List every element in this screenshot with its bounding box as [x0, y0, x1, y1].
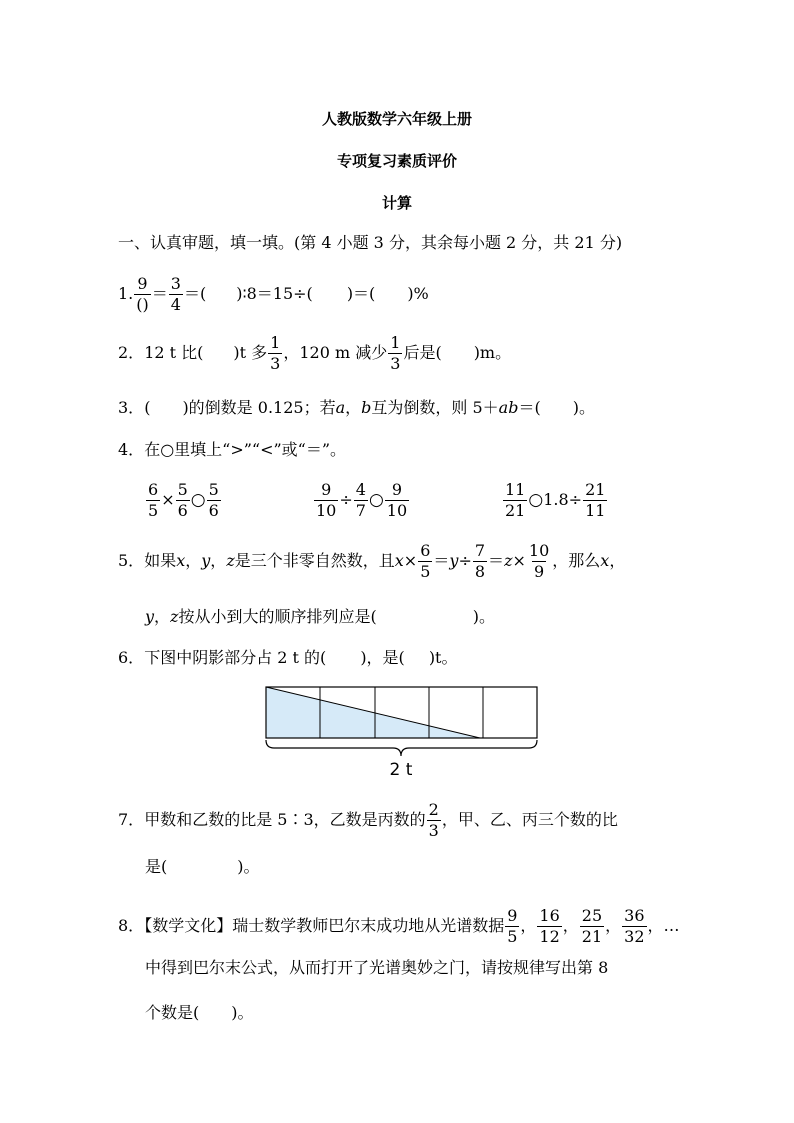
numerator: 2: [428, 800, 439, 819]
variable-z: z: [226, 551, 235, 570]
question-text: 后是(: [403, 343, 442, 362]
question-number: 3．: [118, 398, 145, 417]
question-1: [118, 276, 429, 313]
operator: ÷: [458, 551, 472, 570]
question-number: 6．: [118, 648, 145, 667]
question-2: [118, 335, 511, 372]
page-subtitle: 专项复习素质评价: [336, 152, 457, 170]
numerator: 10: [528, 541, 550, 560]
comparison-1: [145, 482, 222, 519]
equals: ＝: [433, 551, 450, 570]
variable-y: y: [201, 551, 211, 570]
numerator: 9: [507, 906, 518, 925]
fraction: [473, 543, 487, 580]
question-number: 8．: [118, 916, 145, 935]
numerator: 6: [420, 541, 431, 560]
numerator: 1: [390, 333, 401, 352]
denominator: (): [136, 295, 149, 314]
question-number: 1.: [118, 284, 134, 303]
question-7: [118, 802, 618, 839]
fraction: [503, 482, 527, 519]
denominator: 8: [474, 562, 486, 581]
question-text: 甲数和乙数的比是 5∶3，乙数是丙数的: [144, 810, 426, 829]
question-text: )m。: [473, 343, 512, 362]
denominator: 5: [420, 562, 431, 581]
section-title: 计算: [381, 194, 412, 212]
denominator: 11: [585, 501, 606, 520]
variable-x: x: [176, 551, 186, 570]
question-text: 按从小到大的顺序排列应是(: [178, 607, 377, 626]
question-text: 下图中阴影部分占 2 t 的(: [144, 648, 327, 667]
brace: [266, 740, 537, 756]
question-8-line-2: 中得到巴尔末公式，从而打开了光谱奥妙之门，请按规律写出第 8: [145, 958, 609, 977]
question-8-line-3: [145, 1003, 254, 1023]
denominator: 3: [270, 354, 281, 373]
denominator: 21: [505, 501, 526, 520]
fraction-diagram: [260, 682, 545, 782]
numerator: 36: [624, 906, 645, 925]
numerator: 11: [505, 480, 526, 499]
question-5: [118, 543, 625, 580]
denominator: 21: [581, 927, 603, 946]
fraction: [427, 802, 441, 839]
question-text: )t。: [428, 648, 458, 667]
question-text: )＝(: [346, 284, 376, 303]
question-text: ＝(: [518, 398, 541, 417]
fraction: [622, 908, 646, 945]
question-text: )。: [237, 857, 260, 876]
question-text: 是(: [145, 857, 168, 876]
fraction: [169, 276, 183, 313]
fraction: [385, 482, 409, 519]
question-text: 12 t 比(: [144, 343, 204, 362]
question-text: )，是(: [360, 648, 405, 667]
operator: ÷: [339, 490, 353, 509]
question-text: )%: [407, 284, 429, 303]
compare-circle[interactable]: ○: [528, 490, 544, 510]
numerator: 16: [539, 906, 560, 925]
numerator: 9: [391, 480, 403, 499]
denominator: 3: [428, 821, 439, 840]
denominator: 5: [148, 501, 159, 520]
numerator: 5: [177, 480, 188, 499]
variable-y: y: [449, 551, 459, 570]
question-6: [118, 648, 458, 668]
fraction: [146, 482, 160, 519]
fraction: [527, 543, 551, 580]
question-text: )∶8＝15÷(: [236, 284, 313, 303]
question-text: 个数是(: [145, 1003, 200, 1022]
question-text: ＝(: [183, 284, 207, 303]
question-text: 【数学文化】瑞士数学教师巴尔末成功地从光谱数据: [144, 916, 505, 935]
separator: ，: [605, 916, 622, 935]
numerator: 9: [321, 480, 332, 499]
operator: ×: [512, 551, 526, 570]
denominator: 9: [533, 562, 545, 581]
fraction: [388, 335, 402, 372]
separator: ，: [647, 916, 664, 935]
denominator: 32: [624, 927, 645, 946]
numerator: 25: [581, 906, 603, 925]
compare-circle[interactable]: ○: [190, 490, 206, 510]
fraction: [176, 482, 190, 519]
denominator: 10: [316, 501, 337, 520]
variable-y: y: [145, 607, 155, 626]
fraction: [580, 908, 604, 945]
question-number: 5．: [118, 551, 145, 570]
denominator: 5: [507, 927, 518, 946]
numerator: 9: [137, 274, 148, 293]
fraction: [134, 276, 150, 313]
page-title: 人教版数学六年级上册: [321, 110, 472, 128]
variable-x: x: [600, 551, 610, 570]
fraction: [583, 482, 607, 519]
denominator: 12: [539, 927, 560, 946]
denominator: 6: [177, 501, 188, 520]
separator: ，: [562, 916, 579, 935]
numerator: 3: [170, 274, 181, 293]
question-text: )。: [472, 607, 495, 626]
ellipsis: …: [663, 916, 680, 935]
operator: ×: [161, 490, 175, 509]
numerator: 5: [208, 480, 219, 499]
question-number: 2．: [118, 343, 145, 362]
separator: ，: [185, 551, 202, 570]
denominator: 6: [208, 501, 219, 520]
question-7-line-2: [145, 857, 260, 877]
question-text: )。: [231, 1003, 254, 1022]
question-text: )。: [572, 398, 595, 417]
question-text: )的倒数是 0.125；若: [182, 398, 336, 417]
question-4: [118, 440, 346, 460]
operator: ×: [403, 551, 418, 570]
separator: ，: [345, 398, 362, 417]
fraction: [537, 908, 561, 945]
fraction: [418, 543, 432, 580]
separator: ，: [609, 551, 626, 570]
numerator: 7: [474, 541, 486, 560]
question-5-line-2: [145, 607, 495, 627]
fraction: [354, 482, 368, 519]
diagram-label: 2 t: [389, 760, 413, 780]
denominator: 3: [390, 354, 401, 373]
variable-a: a: [335, 398, 346, 417]
denominator: 4: [170, 295, 181, 314]
denominator: 10: [386, 501, 408, 520]
separator: ，: [210, 551, 227, 570]
comparison-2: [313, 482, 410, 519]
separator: ，: [154, 607, 171, 626]
question-8: [118, 908, 680, 945]
question-number: 4．: [118, 440, 145, 459]
fraction: [314, 482, 338, 519]
question-text: )t 多: [233, 343, 268, 362]
question-text: (: [144, 398, 151, 417]
equals: ＝: [151, 284, 168, 303]
compare-circle[interactable]: ○: [368, 490, 384, 510]
question-text: ，120 m 减少: [283, 343, 388, 362]
variable-b: b: [361, 398, 372, 417]
denominator: 7: [355, 501, 366, 520]
comparison-3: [502, 482, 608, 519]
question-text: ，甲、乙、丙三个数的比: [441, 810, 618, 829]
numerator: 6: [148, 480, 159, 499]
variable-ab: ab: [498, 398, 519, 417]
numerator: 21: [585, 480, 606, 499]
question-text: 互为倒数，则 5＋: [371, 398, 499, 417]
question-text: 在○里填上“>”“<”或“＝”。: [144, 440, 347, 459]
fraction: [268, 335, 282, 372]
question-text: ，那么: [552, 551, 601, 570]
variable-z: z: [170, 607, 179, 626]
fraction: [505, 908, 519, 945]
question-number: 7．: [118, 810, 145, 829]
numerator: 1: [270, 333, 281, 352]
numerator: 4: [355, 480, 366, 499]
equals: ＝: [488, 551, 505, 570]
fraction: [207, 482, 221, 519]
separator: ，: [520, 916, 537, 935]
expression-text: 1.8÷: [543, 490, 583, 509]
section-heading: 一、认真审题，填一填。(第 4 小题 3 分，其余每小题 2 分，共 21 分): [118, 233, 623, 252]
question-text: 如果: [144, 551, 177, 570]
question-3: [118, 398, 595, 418]
question-text: 是三个非零自然数，且: [234, 551, 395, 570]
variable-x: x: [394, 551, 404, 570]
variable-z: z: [504, 551, 513, 570]
